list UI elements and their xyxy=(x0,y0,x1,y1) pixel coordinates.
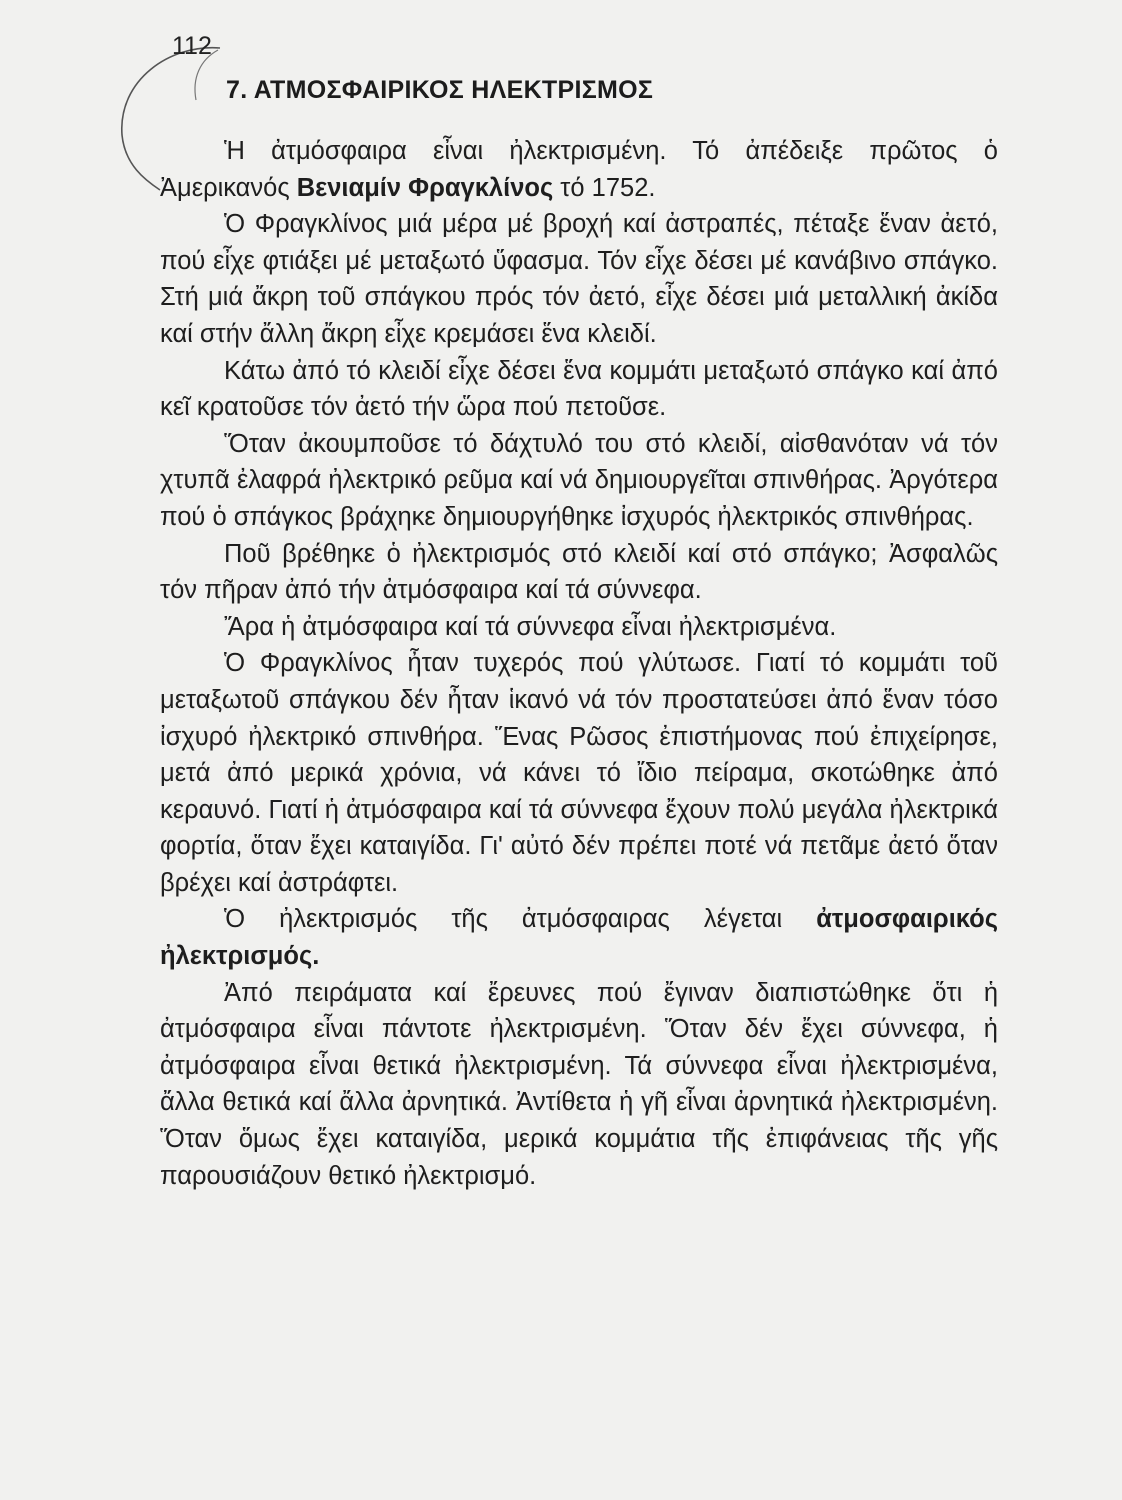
paragraph: Ὁ Φραγκλίνος μιά μέρα μέ βροχή καί ἀστραπές, πέταξε ἕναν ἀετό, πού εἶχε φτιάξει μέ μεταξωτό ὕφασμα. Τόν εἶχε δέσει μέ κανάβινο σπάγκο. Στή μιά ἄκρη τοῦ σπάγκου πρός τόν ἀετό, εἶχε δέσει μιά μεταλλική ἀκίδα καί στήν ἄλλη ἄκρη εἶχε κρεμάσει ἕνα κλειδί. xyxy=(160,210,998,348)
chapter-title: 7. ΑΤΜΟΣΦΑΙΡΙΚΟΣ ΗΛΕΚΤΡΙΣΜΟΣ xyxy=(226,76,654,104)
body-text xyxy=(160,133,998,1194)
paragraph: Ὁ ἠλεκτρισμός τῆς ἀτμόσφαιρας λέγεται ἀτμοσφαιρικός ἠλεκτρισμός. xyxy=(160,905,998,971)
paragraph: Ὁ Φραγκλίνος ἦταν τυχερός πού γλύτωσε. Γιατί τό κομμάτι τοῦ μεταξωτοῦ σπάγκου δέν ἦταν ἱκανό νά τόν προστατεύσει ἀπό ἕναν τόσο ἰσχυρό ἠλεκτρικό σπινθήρα. Ἕνας Ρῶσος ἐπιστήμονας πού ἐπιχείρησε, μετά ἀπό μερικά χρόνια, νά κάνει τό ἴδιο πείραμα, σκοτώθηκε ἀπό κεραυνό. Γιατί ἡ ἀτμόσφαιρα καί τά σύννεφα ἔχουν πολύ μεγάλα ἠλεκτρικά φορτία, ὅταν ἔχει καταιγίδα. Γι' αὐτό δέν πρέπει ποτέ νά πετᾶμε ἀετό ὅταν βρέχει καί ἀστράφτει. xyxy=(160,649,998,897)
paragraph: Ἀπό πειράματα καί ἔρευνες πού ἔγιναν διαπιστώθηκε ὅτι ἡ ἀτμόσφαιρα εἶναι πάντοτε ἠλεκτρισμένη. Ὅταν δέν ἔχει σύννεφα, ἡ ἀτμόσφαιρα εἶναι θετικά ἠλεκτρισμένη. Τά σύννεφα εἶναι ἠλεκτρισμένα, ἄλλα θετικά καί ἄλλα ἀρνητικά. Ἀντίθετα ἡ γῆ εἶναι ἀρνητικά ἠλεκτρισμένη. Ὅταν ὅμως ἔχει καταιγίδα, μερικά κομμάτια τῆς ἐπιφάνειας τῆς γῆς παρουσιάζουν θετικό ἠλεκτρισμό. xyxy=(160,978,998,1190)
paragraph: Κάτω ἀπό τό κλειδί εἶχε δέσει ἕνα κομμάτι μεταξωτό σπάγκο καί ἀπό κεῖ κρατοῦσε τόν ἀετό τήν ὥρα πού πετοῦσε. xyxy=(160,356,998,422)
bold-term: ἀτμοσφαιρικός ἠλεκτρισμός. xyxy=(160,905,998,971)
paragraph: Ἡ ἀτμόσφαιρα εἶναι ἠλεκτρισμένη. Τό ἀπέδειξε πρῶτος ὁ Ἀμερικανός Βενιαμίν Φραγκλίνος τό 1752. xyxy=(160,137,998,202)
paragraph: Ἄρα ἡ ἀτμόσφαιρα καί τά σύννεφα εἶναι ἠλεκτρισμένα. xyxy=(224,612,837,641)
bold-term: Βενιαμίν Φραγκλίνος xyxy=(296,173,554,202)
paragraph: Ὅταν ἀκουμποῦσε τό δάχτυλό του στό κλειδί, αἰσθανόταν νά τόν χτυπᾶ ἐλαφρά ἠλεκτρικό ρεῦμα καί νά δημιουργεῖται σπινθήρας. Ἀργότερα πού ὁ σπάγκος βράχηκε δημιουργήθηκε ἰσχυρός ἠλεκτρικός σπινθήρας. xyxy=(160,429,998,531)
paragraph: Ποῦ βρέθηκε ὁ ἠλεκτρισμός στό κλειδί καί στό σπάγκο; Ἀσφαλῶς τόν πῆραν ἀπό τήν ἀτμόσφαιρα καί τά σύννεφα. xyxy=(160,539,998,605)
page-number: 112 xyxy=(172,32,212,60)
